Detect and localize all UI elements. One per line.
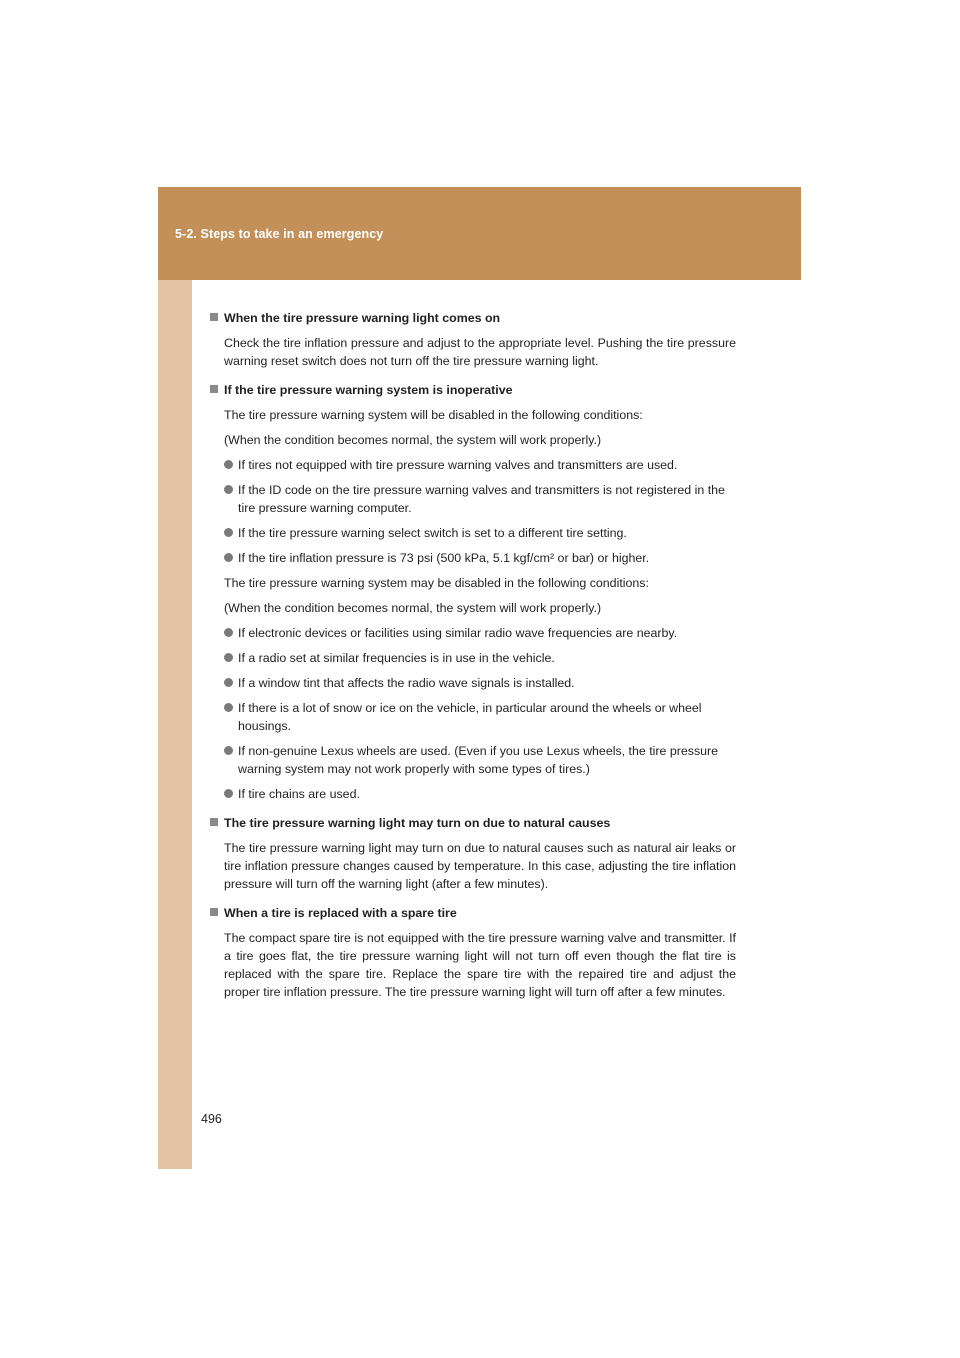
- paragraph: The tire pressure warning system will be disabled in the following conditions:: [224, 408, 643, 422]
- page-content: [210, 309, 736, 1001]
- list-item: If a radio set at similar frequencies is in use in the vehicle.: [210, 649, 736, 667]
- circle-bullet-icon: [224, 628, 233, 637]
- section-heading: If the tire pressure warning system is inoperative: [210, 381, 736, 399]
- list-item: If non-genuine Lexus wheels are used. (Even if you use Lexus wheels, the tire pressure warning system may not work properly with some types of tires.): [210, 742, 736, 778]
- circle-bullet-icon: [224, 746, 233, 755]
- section-header-title: 5-2. Steps to take in an emergency: [175, 227, 384, 241]
- paragraph: (When the condition becomes normal, the system will work properly.): [224, 433, 602, 447]
- circle-bullet-icon: [224, 460, 233, 469]
- list-item: If the tire pressure warning select switch is set to a different tire setting.: [210, 524, 736, 542]
- section-heading: When a tire is replaced with a spare tire: [210, 904, 736, 922]
- page-number: 496: [201, 1112, 222, 1126]
- circle-bullet-icon: [224, 678, 233, 687]
- paragraph: The tire pressure warning system may be disabled in the following conditions:: [224, 576, 649, 590]
- list-item: If a window tint that affects the radio wave signals is installed.: [210, 674, 736, 692]
- list-item: If there is a lot of snow or ice on the vehicle, in particular around the wheels or wheel housings.: [210, 699, 736, 735]
- paragraph: (When the condition becomes normal, the system will work properly.): [224, 601, 602, 615]
- list-item: If the ID code on the tire pressure warning valves and transmitters is not registered in the tire pressure warning computer.: [210, 481, 736, 517]
- list-item: If tires not equipped with tire pressure warning valves and transmitters are used.: [210, 456, 736, 474]
- circle-bullet-icon: [224, 703, 233, 712]
- circle-bullet-icon: [224, 789, 233, 798]
- list-item: If the tire inflation pressure is 73 psi (500 kPa, 5.1 kgf/cm² or bar) or higher.: [210, 549, 736, 567]
- circle-bullet-icon: [224, 553, 233, 562]
- list-item: If electronic devices or facilities using similar radio wave frequencies are nearby.: [210, 624, 736, 642]
- paragraph: The tire pressure warning light may turn on due to natural causes such as natural air leaks or tire inflation pressure changes caused by temperature. In this case, adjusting the tire inflation pressure will turn off the warning light (after a few minutes).: [224, 841, 736, 891]
- square-bullet-icon: [210, 313, 218, 321]
- list-item: If tire chains are used.: [210, 785, 736, 803]
- circle-bullet-icon: [224, 485, 233, 494]
- circle-bullet-icon: [224, 528, 233, 537]
- section-heading: When the tire pressure warning light comes on: [210, 309, 736, 327]
- side-strip: [158, 187, 192, 1169]
- square-bullet-icon: [210, 818, 218, 826]
- square-bullet-icon: [210, 908, 218, 916]
- section-heading: The tire pressure warning light may turn on due to natural causes: [210, 814, 736, 832]
- square-bullet-icon: [210, 385, 218, 393]
- circle-bullet-icon: [224, 653, 233, 662]
- paragraph: Check the tire inflation pressure and adjust to the appropriate level. Pushing the tire pressure warning reset switch does not turn off the tire pressure warning light.: [224, 336, 736, 368]
- paragraph: The compact spare tire is not equipped with the tire pressure warning valve and transmitter. If a tire goes flat, the tire pressure warning light will not turn off even though the flat tire is replaced with the spare tire. Replace the spare tire with the repaired tire and adjust the proper tire inflation pressure. The tire pressure warning light will turn off after a few minutes.: [224, 931, 736, 999]
